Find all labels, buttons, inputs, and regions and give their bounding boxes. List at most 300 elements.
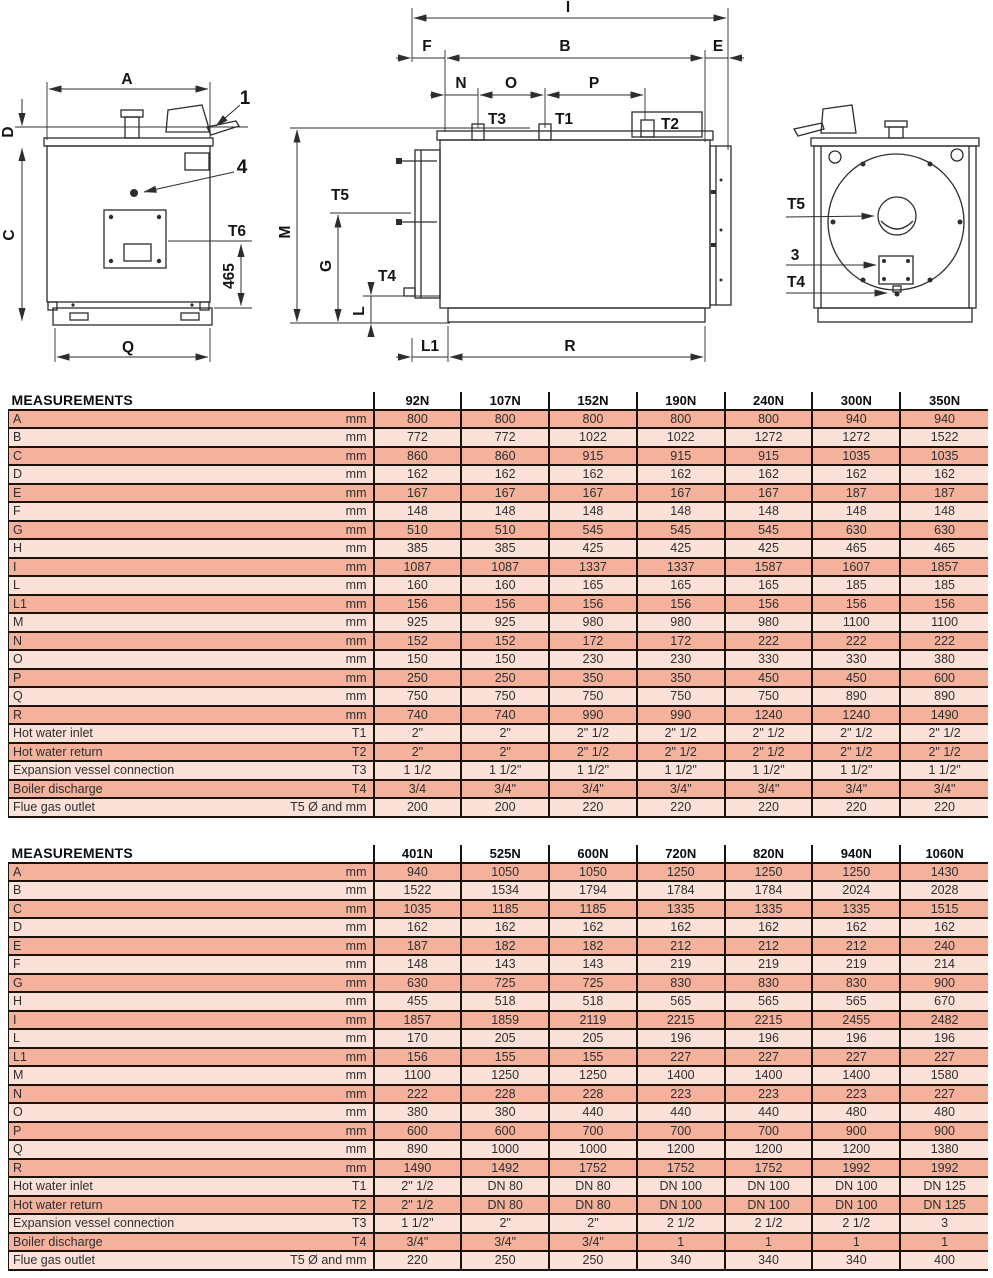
row-unit: mm xyxy=(345,633,367,648)
dim-label-465: 465 xyxy=(221,263,238,289)
measurement-value-cell: 2" 1/2 xyxy=(900,743,988,762)
measurement-value-cell: 1 1/2 xyxy=(374,761,462,780)
measurement-value-cell: 1 xyxy=(812,1233,900,1252)
measurement-value-cell: 219 xyxy=(637,955,725,974)
row-label-cell xyxy=(9,900,374,919)
measurement-value-cell: 800 xyxy=(549,410,637,429)
measurement-value-cell: 465 xyxy=(900,539,988,558)
measurement-value-cell: 2 1/2 xyxy=(725,1214,813,1233)
front-view-drawing xyxy=(15,82,252,362)
measurement-value-cell: 385 xyxy=(374,539,462,558)
row-unit: mm xyxy=(345,559,367,574)
row-unit: T3 xyxy=(351,1216,367,1230)
measurement-value-cell: 2" 1/2 xyxy=(637,724,725,743)
measurement-value-cell: 1490 xyxy=(900,706,988,725)
measurement-value-cell: 340 xyxy=(637,1251,725,1270)
measurement-row xyxy=(9,558,989,577)
dim-label-a: A xyxy=(121,71,133,88)
measurement-value-cell: DN 100 xyxy=(725,1177,813,1196)
measurement-value-cell: 800 xyxy=(374,410,462,429)
model-column-header: 240N xyxy=(725,392,813,410)
measurement-value-cell: 162 xyxy=(374,465,462,484)
row-label-cell xyxy=(9,974,374,993)
measurement-value-cell: 915 xyxy=(725,447,813,466)
row-label: A xyxy=(13,411,22,426)
measurement-row xyxy=(9,918,989,937)
measurement-value-cell: 1794 xyxy=(549,881,637,900)
measurement-value-cell: DN 100 xyxy=(637,1177,725,1196)
measurement-value-cell: 1335 xyxy=(725,900,813,919)
row-label-cell xyxy=(9,1251,374,1270)
measurement-value-cell: 3/4" xyxy=(637,780,725,799)
measurement-value-cell: 350 xyxy=(549,669,637,688)
row-unit: mm xyxy=(345,957,367,971)
measurement-value-cell: 455 xyxy=(374,992,462,1011)
row-label-cell xyxy=(9,613,374,632)
row-label-cell xyxy=(9,863,374,882)
measurement-value-cell: 1784 xyxy=(637,881,725,900)
row-label: H xyxy=(13,994,23,1008)
measurement-value-cell: 200 xyxy=(374,798,462,817)
measurement-value-cell: 227 xyxy=(725,1048,813,1067)
measurement-value-cell: 162 xyxy=(812,918,900,937)
dim-label-e: E xyxy=(712,38,724,55)
measurement-value-cell: 228 xyxy=(461,1085,549,1104)
row-label: Hot water return xyxy=(13,744,103,759)
dim-label-o: O xyxy=(504,75,518,92)
measurement-value-cell: 940 xyxy=(900,410,988,429)
measurement-row xyxy=(9,632,989,651)
row-label: I xyxy=(13,1012,17,1027)
measurement-value-cell: 1400 xyxy=(637,1066,725,1085)
measurements-header: MEASUREMENTS xyxy=(9,845,374,863)
row-label-cell xyxy=(9,632,374,651)
measurement-row xyxy=(9,410,989,429)
measurement-value-cell: 545 xyxy=(725,521,813,540)
measurement-value-cell: 3/4" xyxy=(374,1233,462,1252)
measurement-value-cell: 1522 xyxy=(374,881,462,900)
measurement-value-cell: 220 xyxy=(637,798,725,817)
row-label: E xyxy=(13,485,22,500)
measurement-value-cell: 565 xyxy=(725,992,813,1011)
measurement-value-cell: 2 1/2 xyxy=(812,1214,900,1233)
measurement-value-cell: 900 xyxy=(812,1122,900,1141)
measurement-row xyxy=(9,650,989,669)
measurement-value-cell: 3/4" xyxy=(812,780,900,799)
row-unit: mm xyxy=(345,1012,367,1027)
measurement-value-cell: 212 xyxy=(637,937,725,956)
measurement-value-cell: 1250 xyxy=(637,863,725,882)
measurement-row xyxy=(9,1251,989,1270)
row-label-cell xyxy=(9,447,374,466)
measurement-value-cell: 167 xyxy=(461,484,549,503)
row-unit: T2 xyxy=(351,1197,367,1212)
measurement-value-cell: 155 xyxy=(549,1048,637,1067)
dim-label-n: N xyxy=(455,75,467,92)
measurement-value-cell: 250 xyxy=(374,669,462,688)
dim-label-q: Q xyxy=(121,339,135,356)
measurement-value-cell: 152 xyxy=(374,632,462,651)
measurement-value-cell: 156 xyxy=(461,595,549,614)
row-label-cell xyxy=(9,465,374,484)
measurement-row xyxy=(9,1103,989,1122)
measurement-value-cell: 890 xyxy=(812,687,900,706)
row-label-cell xyxy=(9,724,374,743)
measurement-row xyxy=(9,974,989,993)
model-column-header: 350N xyxy=(900,392,988,410)
row-label-cell xyxy=(9,502,374,521)
measurement-value-cell: 162 xyxy=(461,465,549,484)
row-label-cell xyxy=(9,937,374,956)
port-label-t4-side: T4 xyxy=(377,268,397,285)
dim-label-b: B xyxy=(559,38,571,55)
row-label-cell xyxy=(9,1011,374,1030)
measurement-value-cell: 1100 xyxy=(374,1066,462,1085)
measurement-value-cell: 330 xyxy=(812,650,900,669)
measurement-row xyxy=(9,484,989,503)
measurement-value-cell: 219 xyxy=(725,955,813,974)
measurement-value-cell: 185 xyxy=(812,576,900,595)
measurement-value-cell: 830 xyxy=(812,974,900,993)
measurement-value-cell: DN 100 xyxy=(637,1196,725,1215)
measurement-value-cell: 630 xyxy=(900,521,988,540)
row-label: L xyxy=(13,1031,20,1045)
row-unit: mm xyxy=(345,467,367,481)
measurement-value-cell: 3/4" xyxy=(461,780,549,799)
callout-4: 4 xyxy=(236,157,248,178)
row-label: G xyxy=(13,975,23,990)
measurement-value-cell: 425 xyxy=(637,539,725,558)
row-label: N xyxy=(13,1086,23,1101)
measurement-value-cell: 162 xyxy=(725,918,813,937)
measurement-value-cell: 1087 xyxy=(374,558,462,577)
row-unit: mm xyxy=(345,1031,367,1045)
measurement-value-cell: 1607 xyxy=(812,558,900,577)
measurement-value-cell: 480 xyxy=(900,1103,988,1122)
measurement-value-cell: 1857 xyxy=(900,558,988,577)
row-label: F xyxy=(13,504,21,518)
measurement-value-cell: 900 xyxy=(900,974,988,993)
measurement-row xyxy=(9,613,989,632)
measurement-row xyxy=(9,576,989,595)
measurement-value-cell: DN 125 xyxy=(900,1196,988,1215)
measurement-value-cell: 220 xyxy=(374,1251,462,1270)
measurement-value-cell: 600 xyxy=(461,1122,549,1141)
row-unit: T1 xyxy=(351,726,367,740)
measurement-value-cell: 222 xyxy=(725,632,813,651)
row-label: Q xyxy=(13,689,23,703)
measurement-value-cell: 890 xyxy=(374,1140,462,1159)
row-unit: T5 Ø and mm xyxy=(290,800,367,814)
measurement-value-cell: 545 xyxy=(549,521,637,540)
measurement-value-cell: DN 100 xyxy=(812,1177,900,1196)
row-label-cell xyxy=(9,743,374,762)
row-unit: T1 xyxy=(351,1179,367,1193)
measurement-row xyxy=(9,724,989,743)
row-unit: mm xyxy=(345,485,367,500)
measurement-value-cell: 167 xyxy=(549,484,637,503)
row-label-cell xyxy=(9,484,374,503)
measurement-value-cell: 2" 1/2 xyxy=(812,724,900,743)
measurement-value-cell: 227 xyxy=(812,1048,900,1067)
measurement-row xyxy=(9,900,989,919)
measurement-value-cell: 915 xyxy=(549,447,637,466)
row-label: P xyxy=(13,1123,22,1138)
port-label-t3: T3 xyxy=(487,111,507,128)
measurement-value-cell: 162 xyxy=(549,918,637,937)
measurement-row xyxy=(9,1140,989,1159)
measurement-value-cell: 800 xyxy=(461,410,549,429)
measurement-value-cell: 182 xyxy=(549,937,637,956)
measurement-value-cell: 1400 xyxy=(812,1066,900,1085)
measurement-value-cell: 1337 xyxy=(637,558,725,577)
measurement-row xyxy=(9,502,989,521)
model-column-header: 300N xyxy=(812,392,900,410)
measurement-value-cell: 2" 1/2 xyxy=(637,743,725,762)
measurement-value-cell: 2" xyxy=(461,724,549,743)
row-label-cell xyxy=(9,955,374,974)
measurement-value-cell: 162 xyxy=(637,918,725,937)
row-label: O xyxy=(13,652,23,666)
measurement-value-cell: 1050 xyxy=(461,863,549,882)
measurement-value-cell: 1 1/2" xyxy=(725,761,813,780)
measurement-value-cell: 3/4" xyxy=(900,780,988,799)
row-unit: mm xyxy=(345,670,367,685)
row-label: L xyxy=(13,578,20,592)
measurement-value-cell: 510 xyxy=(461,521,549,540)
measurement-value-cell: 2" xyxy=(374,724,462,743)
row-label: Expansion vessel connection xyxy=(13,763,175,777)
measurement-value-cell: 1035 xyxy=(374,900,462,919)
measurement-value-cell: DN 80 xyxy=(461,1196,549,1215)
measurement-value-cell: 250 xyxy=(461,669,549,688)
model-column-header: 720N xyxy=(637,845,725,863)
row-label: R xyxy=(13,707,23,722)
measurement-value-cell: 1380 xyxy=(900,1140,988,1159)
row-unit: T4 xyxy=(351,781,367,796)
row-label: M xyxy=(13,1068,24,1082)
measurement-value-cell: 2215 xyxy=(725,1011,813,1030)
measurement-value-cell: DN 100 xyxy=(812,1196,900,1215)
measurement-value-cell: 196 xyxy=(725,1029,813,1048)
measurement-value-cell: 240 xyxy=(900,937,988,956)
measurement-value-cell: 1250 xyxy=(812,863,900,882)
measurement-value-cell: 3 xyxy=(900,1214,988,1233)
measurement-value-cell: 2" 1/2 xyxy=(549,743,637,762)
measurement-value-cell: 1200 xyxy=(637,1140,725,1159)
row-unit: mm xyxy=(345,883,367,897)
row-label-cell xyxy=(9,1103,374,1122)
measurement-value-cell: 148 xyxy=(374,955,462,974)
row-label-cell xyxy=(9,428,374,447)
measurement-value-cell: 565 xyxy=(812,992,900,1011)
measurement-value-cell: 162 xyxy=(900,465,988,484)
callout-1: 1 xyxy=(239,88,251,109)
measurement-value-cell: 250 xyxy=(549,1251,637,1270)
measurement-value-cell: 222 xyxy=(900,632,988,651)
measurement-value-cell: 162 xyxy=(900,918,988,937)
measurement-value-cell: 222 xyxy=(812,632,900,651)
port-label-t5-back: T5 xyxy=(786,196,806,213)
measurement-value-cell: 160 xyxy=(374,576,462,595)
row-label-cell xyxy=(9,1048,374,1067)
measurement-value-cell: 510 xyxy=(374,521,462,540)
row-label: C xyxy=(13,448,23,463)
measurement-value-cell: 1272 xyxy=(725,428,813,447)
measurement-value-cell: 230 xyxy=(637,650,725,669)
row-unit: mm xyxy=(345,652,367,666)
measurement-value-cell: 380 xyxy=(374,1103,462,1122)
measurement-value-cell: 2" xyxy=(461,743,549,762)
measurement-value-cell: 1 1/2" xyxy=(461,761,549,780)
port-label-t2: T2 xyxy=(660,116,680,133)
measurement-value-cell: 162 xyxy=(637,465,725,484)
measurement-value-cell: 1784 xyxy=(725,881,813,900)
measurements-header: MEASUREMENTS xyxy=(9,392,374,410)
measurement-value-cell: 1100 xyxy=(812,613,900,632)
row-unit: mm xyxy=(345,689,367,703)
measurement-value-cell: 187 xyxy=(812,484,900,503)
measurement-row xyxy=(9,1066,989,1085)
table-header-row xyxy=(9,392,989,410)
measurement-value-cell: 1200 xyxy=(812,1140,900,1159)
row-label-cell xyxy=(9,650,374,669)
row-unit: mm xyxy=(345,1068,367,1082)
row-label: Boiler discharge xyxy=(13,1234,103,1249)
measurement-value-cell: 1 1/2" xyxy=(549,761,637,780)
measurement-row xyxy=(9,1196,989,1215)
measurement-value-cell: 2028 xyxy=(900,881,988,900)
measurement-value-cell: 1035 xyxy=(900,447,988,466)
measurement-value-cell: 220 xyxy=(812,798,900,817)
measurement-value-cell: 182 xyxy=(461,937,549,956)
measurement-value-cell: 380 xyxy=(900,650,988,669)
measurement-value-cell: 1087 xyxy=(461,558,549,577)
measurement-value-cell: 1335 xyxy=(812,900,900,919)
measurement-value-cell: 200 xyxy=(461,798,549,817)
measurement-value-cell: 1752 xyxy=(725,1159,813,1178)
measurement-row xyxy=(9,881,989,900)
measurement-value-cell: 2" 1/2 xyxy=(725,743,813,762)
measurement-value-cell: 150 xyxy=(374,650,462,669)
measurement-row xyxy=(9,428,989,447)
measurement-value-cell: 148 xyxy=(725,502,813,521)
port-label-t4-back: T4 xyxy=(786,274,806,291)
measurement-value-cell: 1240 xyxy=(725,706,813,725)
measurement-value-cell: 3/4" xyxy=(461,1233,549,1252)
measurement-value-cell: 1250 xyxy=(549,1066,637,1085)
measurement-value-cell: 148 xyxy=(900,502,988,521)
measurement-value-cell: 156 xyxy=(725,595,813,614)
row-label-cell xyxy=(9,1214,374,1233)
measurement-value-cell: 800 xyxy=(637,410,725,429)
measurement-value-cell: 219 xyxy=(812,955,900,974)
measurement-value-cell: 165 xyxy=(637,576,725,595)
measurement-value-cell: 156 xyxy=(812,595,900,614)
measurement-value-cell: 1250 xyxy=(725,863,813,882)
measurement-value-cell: 165 xyxy=(549,576,637,595)
row-unit: mm xyxy=(345,522,367,537)
measurement-value-cell: 172 xyxy=(549,632,637,651)
measurement-row xyxy=(9,595,989,614)
measurement-value-cell: 380 xyxy=(461,1103,549,1122)
measurement-row xyxy=(9,937,989,956)
measurement-value-cell: 205 xyxy=(549,1029,637,1048)
row-label-cell xyxy=(9,881,374,900)
measurement-value-cell: 425 xyxy=(549,539,637,558)
row-label-cell xyxy=(9,410,374,429)
model-column-header: 600N xyxy=(549,845,637,863)
measurement-value-cell: 465 xyxy=(812,539,900,558)
measurement-value-cell: 162 xyxy=(812,465,900,484)
measurement-value-cell: DN 125 xyxy=(900,1177,988,1196)
row-unit: mm xyxy=(345,1123,367,1138)
measurement-value-cell: 518 xyxy=(461,992,549,1011)
measurement-row xyxy=(9,780,989,799)
measurement-row xyxy=(9,1011,989,1030)
measurement-value-cell: 165 xyxy=(725,576,813,595)
measurement-value-cell: 518 xyxy=(549,992,637,1011)
measurement-value-cell: 1 1/2" xyxy=(637,761,725,780)
measurement-row xyxy=(9,465,989,484)
measurement-value-cell: 1022 xyxy=(549,428,637,447)
measurement-value-cell: 148 xyxy=(637,502,725,521)
measurement-value-cell: 565 xyxy=(637,992,725,1011)
row-label-cell xyxy=(9,1177,374,1196)
measurement-row xyxy=(9,539,989,558)
measurement-value-cell: 2" xyxy=(374,743,462,762)
row-label-cell xyxy=(9,1085,374,1104)
measurement-value-cell: 2" xyxy=(461,1214,549,1233)
back-view-drawing xyxy=(786,105,979,322)
measurement-value-cell: 1000 xyxy=(461,1140,549,1159)
table-header-row xyxy=(9,845,989,863)
measurement-row xyxy=(9,1233,989,1252)
row-label: C xyxy=(13,901,23,916)
measurement-value-cell: 1337 xyxy=(549,558,637,577)
row-label-cell xyxy=(9,1196,374,1215)
callout-3: 3 xyxy=(790,247,800,264)
measurement-row xyxy=(9,447,989,466)
measurements-table-small-models xyxy=(8,392,988,818)
measurement-row xyxy=(9,1122,989,1141)
measurements-table-large-models xyxy=(8,845,988,1271)
row-label-cell xyxy=(9,1122,374,1141)
row-label: B xyxy=(13,883,22,897)
measurement-value-cell: 450 xyxy=(725,669,813,688)
measurement-value-cell: 220 xyxy=(725,798,813,817)
dim-label-l: L xyxy=(351,306,368,316)
row-label: L1 xyxy=(13,596,27,611)
row-unit: mm xyxy=(345,1049,367,1064)
measurement-value-cell: 915 xyxy=(637,447,725,466)
measurement-value-cell: 940 xyxy=(374,863,462,882)
measurement-value-cell: 1490 xyxy=(374,1159,462,1178)
port-label-t5-side: T5 xyxy=(330,187,350,204)
model-column-header: 152N xyxy=(549,392,637,410)
port-label-t6: T6 xyxy=(227,223,247,240)
dim-label-p: P xyxy=(588,75,600,92)
measurement-value-cell: DN 80 xyxy=(549,1196,637,1215)
measurement-row xyxy=(9,743,989,762)
measurement-value-cell: 156 xyxy=(374,595,462,614)
measurement-value-cell: 670 xyxy=(900,992,988,1011)
measurement-value-cell: 230 xyxy=(549,650,637,669)
measurement-value-cell: 162 xyxy=(725,465,813,484)
row-label-cell xyxy=(9,521,374,540)
measurement-value-cell: 1859 xyxy=(461,1011,549,1030)
row-unit: mm xyxy=(345,504,367,518)
